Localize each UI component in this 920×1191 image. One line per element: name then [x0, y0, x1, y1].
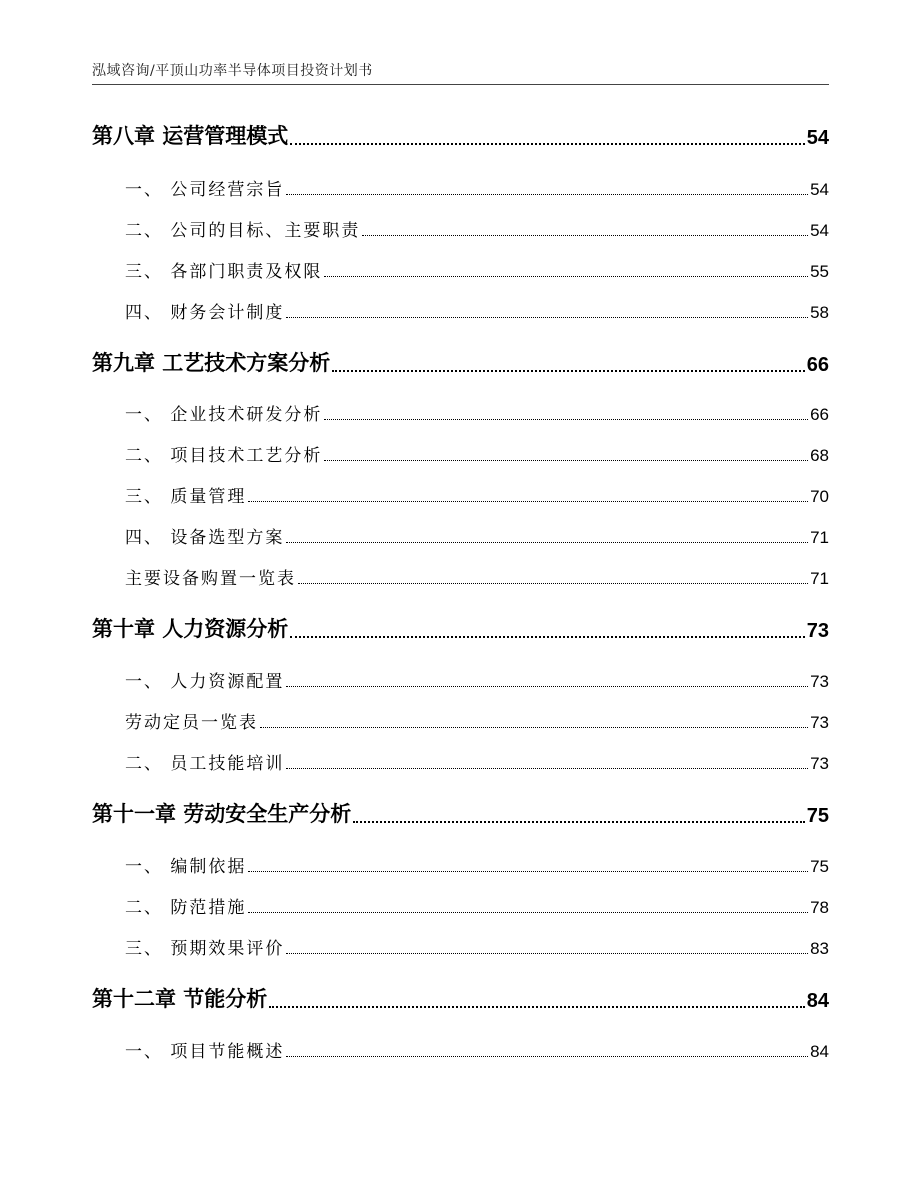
toc-entry-title: 四、 设备选型方案 — [125, 528, 285, 548]
toc-page-number: 71 — [810, 528, 829, 547]
toc-entry-title: 三、 质量管理 — [125, 487, 247, 507]
toc-dot-leader — [286, 686, 808, 687]
toc-dot-leader — [286, 194, 808, 195]
toc-dot-leader — [332, 370, 804, 372]
toc-dot-leader — [324, 460, 808, 461]
toc-page-number: 84 — [806, 990, 829, 1012]
toc-page-number: 54 — [806, 127, 829, 149]
toc-page-number: 68 — [810, 446, 829, 465]
toc-entry-title: 第十二章 节能分析 — [92, 987, 268, 1011]
toc-page-number: 75 — [810, 857, 829, 876]
toc-section-entry[interactable] — [125, 481, 829, 507]
toc-dot-leader — [286, 768, 808, 769]
toc-dot-leader — [286, 953, 808, 954]
toc-chapter-entry[interactable] — [92, 798, 829, 828]
toc-entry-title: 第十一章 劳动安全生产分析 — [92, 802, 352, 826]
toc-page-number: 66 — [810, 405, 829, 424]
header-rule — [92, 84, 829, 85]
toc-entry-title: 一、 公司经营宗旨 — [125, 180, 285, 200]
toc-section-entry[interactable] — [125, 174, 829, 200]
toc-dot-leader — [248, 871, 808, 872]
toc-page-number: 70 — [810, 487, 829, 506]
toc-dot-leader — [290, 143, 804, 145]
toc-entry-title: 劳动定员一览表 — [125, 713, 258, 733]
toc-section-entry[interactable] — [125, 256, 829, 282]
toc-section-entry[interactable] — [125, 933, 829, 959]
toc-page-number: 73 — [806, 620, 829, 642]
toc-dot-leader — [269, 1006, 804, 1008]
toc-page-number: 54 — [810, 221, 829, 240]
toc-entry-title: 三、 各部门职责及权限 — [125, 262, 323, 282]
toc-chapter-entry[interactable] — [92, 120, 829, 150]
toc-dot-leader — [324, 419, 808, 420]
toc-section-entry[interactable] — [125, 297, 829, 323]
toc-dot-leader — [286, 1056, 808, 1057]
toc-dot-leader — [324, 276, 808, 277]
toc-entry-title: 第九章 工艺技术方案分析 — [92, 351, 331, 375]
toc-section-entry[interactable] — [125, 851, 829, 877]
toc-entry-title: 二、 项目技术工艺分析 — [125, 446, 323, 466]
toc-page-number: 54 — [810, 180, 829, 199]
toc-section-entry[interactable] — [125, 1036, 829, 1062]
toc-dot-leader — [353, 821, 804, 823]
toc-entry-title: 第十章 人力资源分析 — [92, 617, 289, 641]
toc-dot-leader — [298, 583, 808, 584]
toc-dot-leader — [362, 235, 808, 236]
toc-entry-title: 一、 编制依据 — [125, 857, 247, 877]
toc-page-number: 73 — [810, 754, 829, 773]
toc-chapter-entry[interactable] — [92, 347, 829, 377]
toc-dot-leader — [248, 912, 808, 913]
toc-page-number: 84 — [810, 1042, 829, 1061]
toc-entry-title: 第八章 运营管理模式 — [92, 124, 289, 148]
toc-entry-title: 二、 防范措施 — [125, 898, 247, 918]
toc-page-number: 78 — [810, 898, 829, 917]
toc-section-entry[interactable] — [125, 215, 829, 241]
toc-section-entry[interactable] — [125, 707, 829, 733]
toc-page-number: 66 — [806, 354, 829, 376]
toc-page-number: 55 — [810, 262, 829, 281]
toc-page-number: 58 — [810, 303, 829, 322]
toc-entry-title: 二、 公司的目标、主要职责 — [125, 221, 361, 241]
toc-entry-title: 三、 预期效果评价 — [125, 939, 285, 959]
page-header: 泓域咨询/平顶山功率半导体项目投资计划书 — [92, 63, 373, 79]
toc-chapter-entry[interactable] — [92, 983, 829, 1013]
toc-entry-title: 一、 人力资源配置 — [125, 672, 285, 692]
toc-entry-title: 主要设备购置一览表 — [125, 569, 296, 589]
toc-section-entry[interactable] — [125, 522, 829, 548]
toc-page-number: 71 — [810, 569, 829, 588]
toc-dot-leader — [286, 317, 808, 318]
toc-dot-leader — [260, 727, 808, 728]
toc-dot-leader — [290, 636, 804, 638]
toc-section-entry[interactable] — [125, 440, 829, 466]
toc-section-entry[interactable] — [125, 892, 829, 918]
toc-chapter-entry[interactable] — [92, 613, 829, 643]
toc-section-entry[interactable] — [125, 563, 829, 589]
toc-page-number: 73 — [810, 672, 829, 691]
toc-page-number: 75 — [806, 805, 829, 827]
toc-section-entry[interactable] — [125, 399, 829, 425]
toc-entry-title: 二、 员工技能培训 — [125, 754, 285, 774]
toc-page-number: 73 — [810, 713, 829, 732]
toc-section-entry[interactable] — [125, 748, 829, 774]
toc-entry-title: 一、 企业技术研发分析 — [125, 405, 323, 425]
toc-dot-leader — [286, 542, 808, 543]
toc-entry-title: 一、 项目节能概述 — [125, 1042, 285, 1062]
toc-dot-leader — [248, 501, 808, 502]
toc-entry-title: 四、 财务会计制度 — [125, 303, 285, 323]
toc-section-entry[interactable] — [125, 666, 829, 692]
toc-page-number: 83 — [810, 939, 829, 958]
